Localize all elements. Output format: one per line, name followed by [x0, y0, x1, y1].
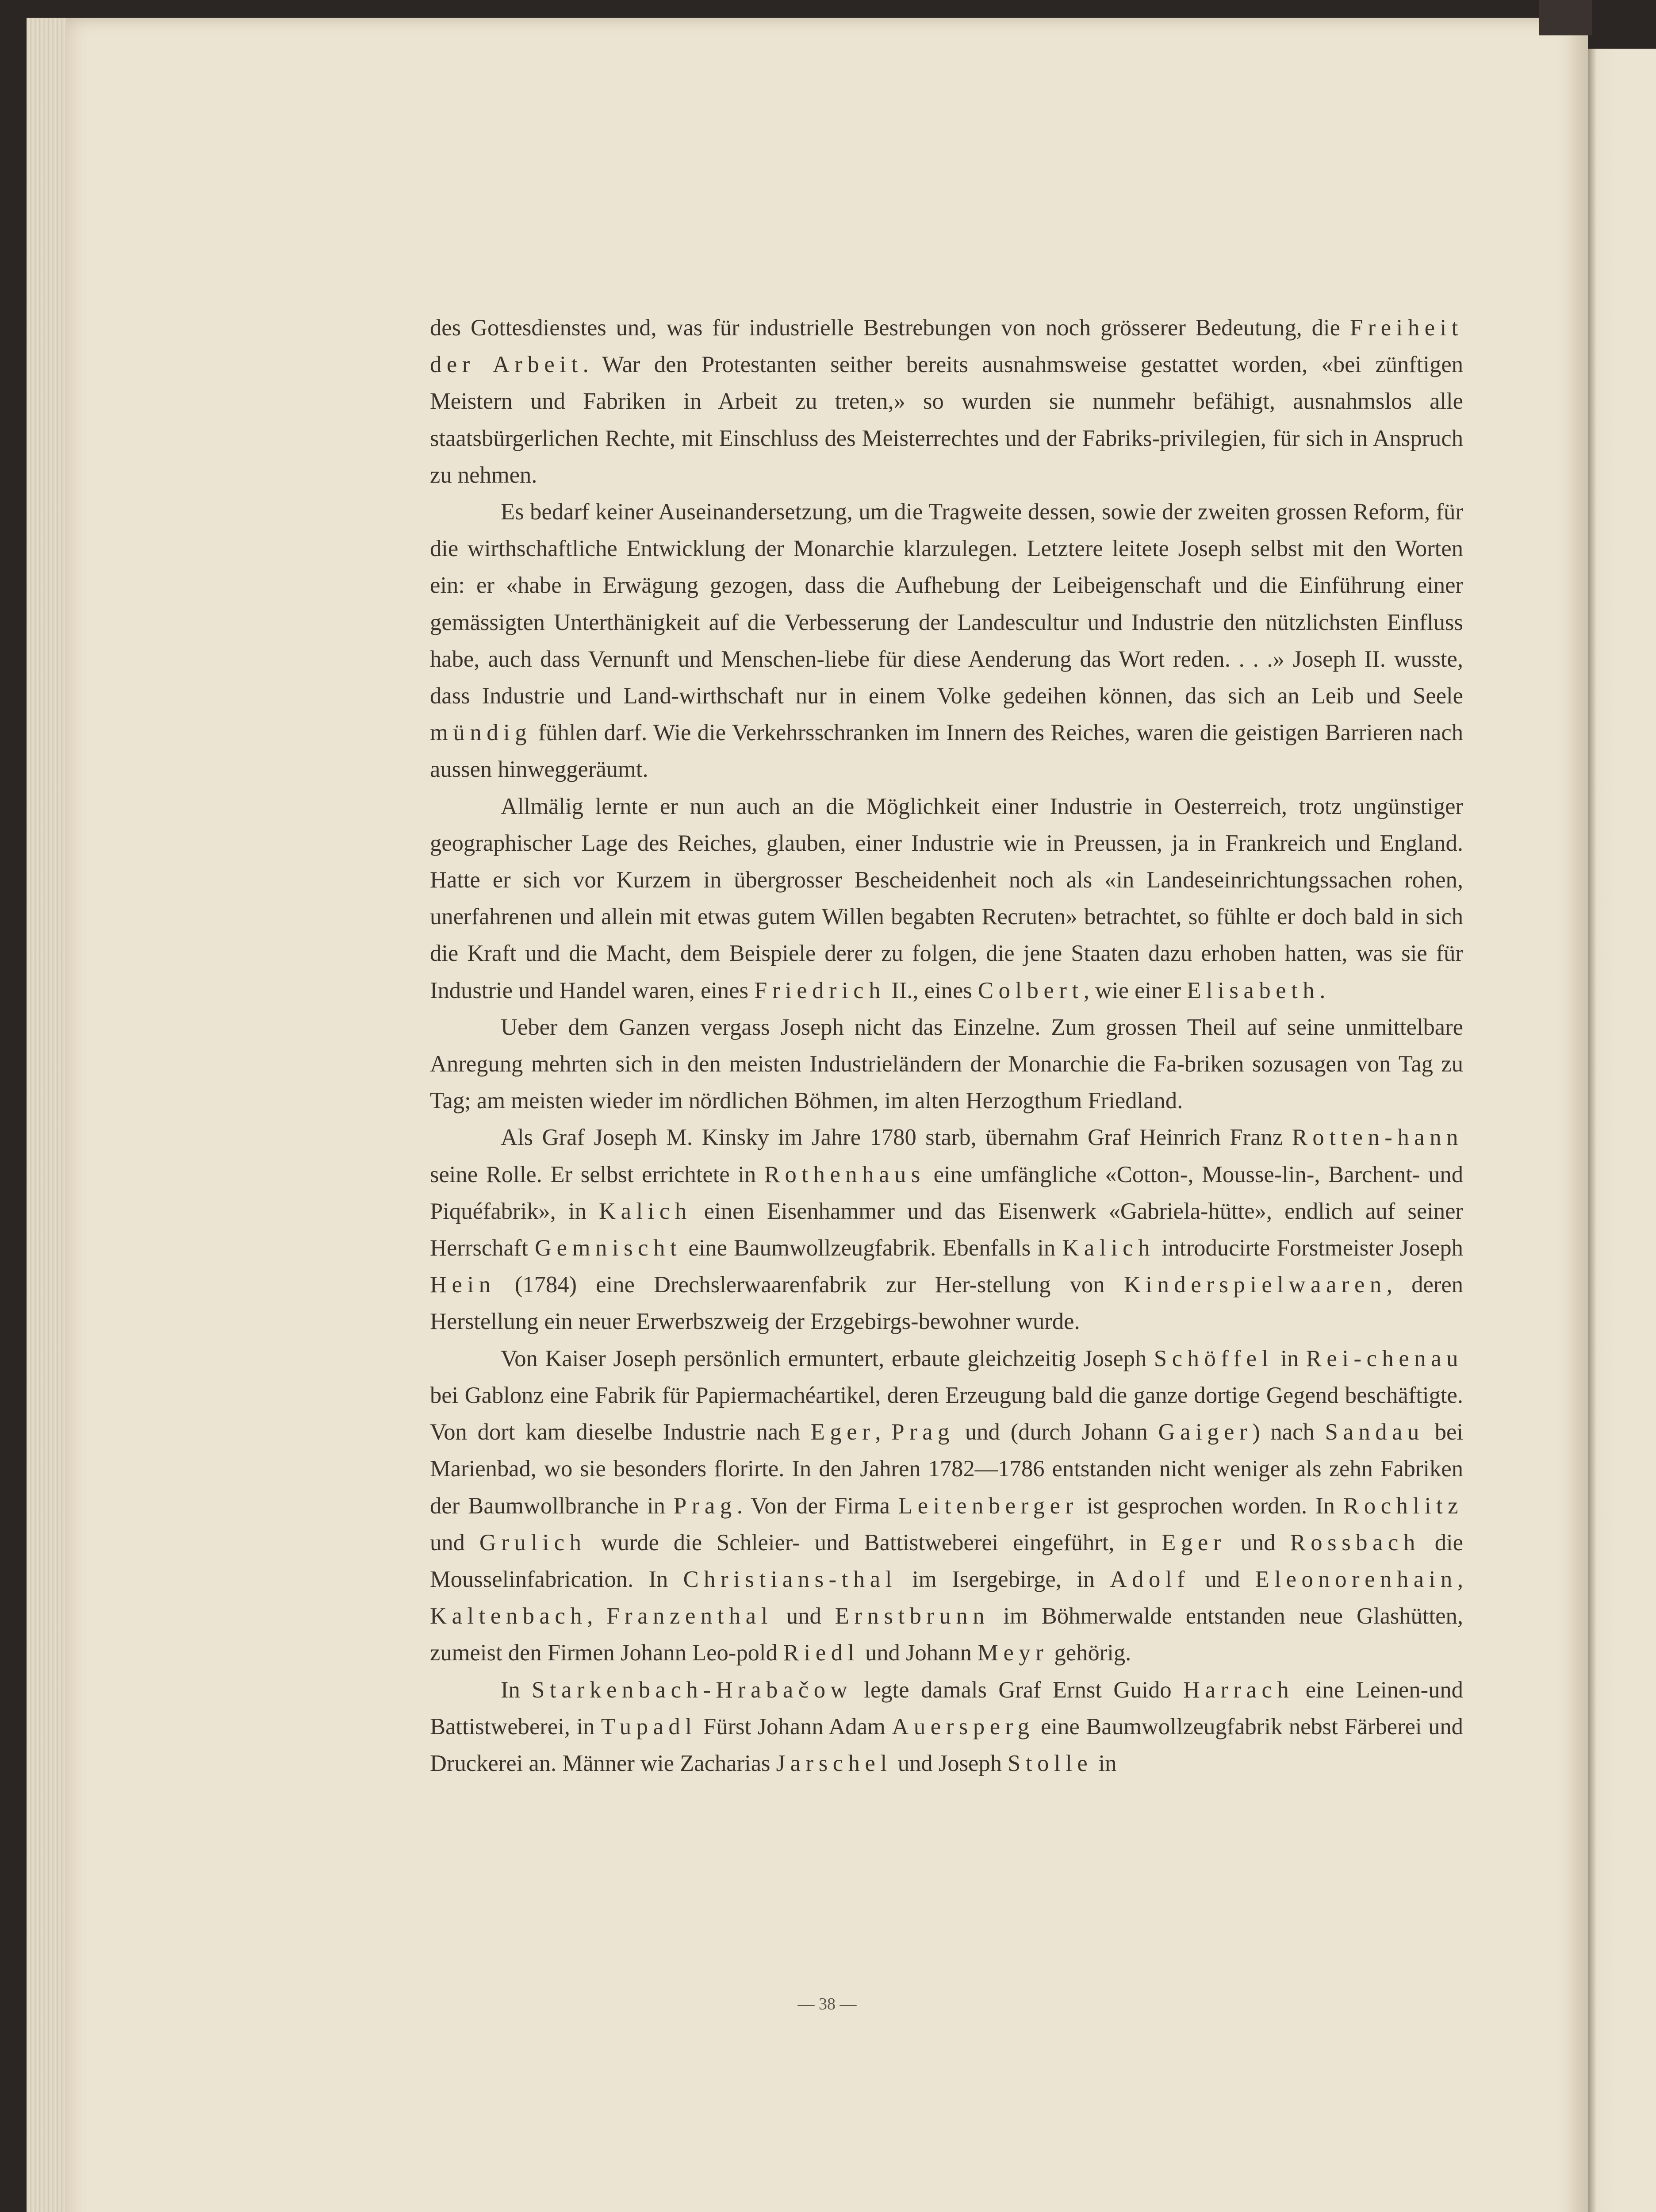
spaced-emphasis: Auersperg	[892, 1713, 1035, 1740]
text-run: ist gesprochen worden. In	[1078, 1493, 1344, 1519]
spaced-emphasis: Starkenbach-Hrabačow	[532, 1677, 853, 1703]
text-run: und	[1190, 1566, 1255, 1592]
spaced-emphasis: Prag	[674, 1493, 737, 1519]
text-run: die Mousselinfabrication. In	[430, 1529, 1463, 1592]
spaced-emphasis: Adolf	[1110, 1566, 1190, 1592]
text-run: Ueber dem Ganzen vergass Joseph nicht das Einzelne. Zum grossen Theil auf seine unmittelbare Anregung mehrten sich in den meisten Industrieländern der Monarchie die Fa-briken sozusagen von Tag zu Tag; am meisten wieder im nördlichen Böhmen, im alten Herzogthum Friedland.	[430, 1014, 1463, 1114]
spaced-emphasis: Eger	[810, 1419, 875, 1445]
spaced-emphasis: Schöffel	[1154, 1345, 1273, 1371]
spaced-emphasis: Rei-chenau	[1306, 1345, 1463, 1371]
spaced-emphasis: Riedl	[783, 1640, 859, 1666]
text-run: bei Gablonz eine Fabrik für Papiermachéartikel, deren Erzeugung bald die ganze dortige Gegend beschäftigte. Von dort kam dieselbe Industrie nach	[430, 1382, 1463, 1445]
spaced-emphasis: Harrach	[1183, 1677, 1294, 1703]
spaced-emphasis: Kaltenbach	[430, 1603, 587, 1629]
spaced-emphasis: Grulich	[479, 1529, 586, 1555]
text-run: In	[501, 1677, 532, 1703]
book-page	[66, 18, 1588, 2212]
spaced-emphasis: Sandau	[1325, 1419, 1424, 1445]
text-run: Fürst Johann Adam	[697, 1713, 892, 1740]
spaced-emphasis: Colbert	[978, 977, 1084, 1003]
text-run: . Von der Firma	[736, 1493, 899, 1519]
spaced-emphasis: Franzenthal	[606, 1603, 773, 1629]
text-run: und	[430, 1529, 479, 1555]
spaced-emphasis: Leitenberger	[898, 1493, 1078, 1519]
spaced-emphasis: Tupadl	[601, 1713, 697, 1740]
text-run: wurde die Schleier- und Battistweberei eingeführt, in	[586, 1529, 1162, 1555]
paragraph-2	[430, 494, 1463, 788]
spaced-emphasis: Eger	[1162, 1529, 1226, 1555]
spaced-emphasis: Jarschel	[776, 1750, 892, 1776]
spaced-emphasis: Rothenhaus	[764, 1161, 925, 1187]
spaced-emphasis: Freiheit der Arbeit	[430, 315, 1463, 378]
text-run: und	[1226, 1529, 1290, 1555]
text-run: .	[1319, 977, 1326, 1003]
page-number: — 38 —	[797, 1995, 857, 2013]
text-run: Als Graf Joseph M. Kinsky im Jahre 1780 starb, übernahm Graf Heinrich Franz	[501, 1125, 1292, 1151]
spaced-emphasis: mündig	[430, 720, 532, 746]
next-page-edge	[1588, 49, 1656, 2212]
spaced-emphasis: Friedrich	[754, 977, 886, 1003]
spaced-emphasis: Meyr	[978, 1640, 1049, 1666]
text-run: eine Baumwollzeugfabrik. Ebenfalls in	[682, 1235, 1062, 1261]
spaced-emphasis: Kalich	[1062, 1235, 1155, 1261]
text-run: einen Eisenhammer und das Eisenwerk «Gabriela-hütte», endlich auf seiner Herrschaft	[430, 1198, 1464, 1261]
spaced-emphasis: Ernstbrunn	[835, 1603, 990, 1629]
text-run: . War den Protestanten seither bereits ausnahmsweise gestattet worden, «bei zünftigen Meistern und Fabriken in Arbeit zu treten,» so wurden sie nunmehr befähigt, ausnahmslos alle staatsbürgerlichen Rechte, mit Einschluss des Meisterrechtes und der Fabriks-privilegien, für sich in Anspruch zu nehmen.	[430, 352, 1464, 488]
text-run: (1784) eine Drechslerwaarenfabrik zur Her-stellung von	[495, 1272, 1124, 1298]
text-run: und Johann	[859, 1640, 978, 1666]
text-run: in	[1273, 1345, 1306, 1371]
text-run: seine Rolle. Er selbst errichtete in	[430, 1161, 764, 1187]
text-run: und Joseph	[892, 1750, 1008, 1776]
text-run: introducirte Forstmeister Joseph	[1154, 1235, 1463, 1261]
spaced-emphasis: Eleonorenhain	[1255, 1566, 1457, 1592]
paragraph-1	[430, 310, 1463, 494]
paragraph-4	[430, 1009, 1463, 1120]
text-run: ,	[587, 1603, 607, 1629]
text-run: im Böhmerwalde entstanden neue Glashütten, zumeist den Firmen Johann Leo-pold	[430, 1603, 1463, 1666]
text-run: fühlen darf. Wie die Verkehrsschranken im Innern des Reiches, waren die geistigen Barrieren nach aussen hinweggeräumt.	[430, 720, 1463, 783]
text-run: ) nach	[1252, 1419, 1325, 1445]
spaced-emphasis: Kinderspielwaaren	[1123, 1272, 1387, 1298]
text-run: und (durch Johann	[954, 1419, 1158, 1445]
spaced-emphasis: Stolle	[1008, 1750, 1093, 1776]
text-run: bei Marienbad, wo sie besonders florirte. In den Jahren 1782—1786 entstanden nicht weniger als zehn Fabriken der Baumwollbranche in	[430, 1419, 1464, 1519]
text-run: ,	[875, 1419, 892, 1445]
text-run: im Isergebirge, in	[897, 1566, 1110, 1592]
text-run: ,	[1457, 1566, 1463, 1592]
text-run: eine Baumwollzeugfabrik nebst Färberei und Druckerei an. Männer wie Zacharias	[430, 1713, 1463, 1776]
spaced-emphasis: Rotten-hann	[1292, 1125, 1463, 1151]
paragraph-3	[430, 788, 1463, 1009]
text-run: des Gottesdienstes und, was für industrielle Bestrebungen von noch grösserer Bedeutung, die	[430, 315, 1350, 341]
body-text	[430, 310, 1463, 1782]
spaced-emphasis: Rochlitz	[1343, 1493, 1464, 1519]
spaced-emphasis: Christians-thal	[683, 1566, 897, 1592]
text-run: Es bedarf keiner Auseinandersetzung, um die Tragweite dessen, sowie der zweiten grossen Reform, für die wirthschaftliche Entwicklung der Monarchie klarzulegen. Letztere leitete Joseph selbst mit den Worten ein: er «habe in Erwägung gezogen, dass die Aufhebung der Leibeigenschaft und die Einführung einer gemässigten Unterthänigkeit auf die Verbesserung der Landescultur und Industrie den nützlichsten Einfluss habe, auch dass Vernunft und Menschen-liebe für diese Aenderung das Wort reden. . . .» Joseph II. wusste, dass Industrie und Land-wirthschaft nur in einem Volke gedeihen können, das sich an Leib und Seele	[430, 499, 1463, 709]
spaced-emphasis: Elisabeth	[1187, 977, 1320, 1003]
spaced-emphasis: Hein	[430, 1272, 496, 1298]
text-run: eine umfängliche «Cotton-, Mousse-lin-, Barchent- und Piquéfabrik», in	[430, 1161, 1464, 1224]
text-run: gehörig.	[1048, 1640, 1131, 1666]
text-run: Allmälig lernte er nun auch an die Möglichkeit einer Industrie in Oesterreich, trotz ungünstiger geographischer Lage des Reiches, glauben, einer Industrie wie in Preussen, ja in Frankreich und England. Hatte er sich vor Kurzem in übergrosser Bescheidenheit noch als «in Landeseinrichtungssachen rohen, unerfahrenen und allein mit etwas gutem Willen begabten Recruten» betrachtet, so fühlte er doch bald in sich die Kraft und die Macht, dem Beispiele derer zu folgen, die jene Staaten dazu erhoben hatten, was sie für Industrie und Handel waren, eines	[430, 793, 1463, 1003]
paragraph-6	[430, 1340, 1463, 1672]
text-run: II., eines	[886, 977, 978, 1003]
text-run: legte damals Graf Ernst Guido	[852, 1677, 1183, 1703]
spaced-emphasis: Rossbach	[1290, 1529, 1420, 1555]
text-run: Von Kaiser Joseph persönlich ermuntert, erbaute gleichzeitig Joseph	[501, 1345, 1154, 1371]
paragraph-7	[430, 1672, 1463, 1782]
spaced-emphasis: Prag	[891, 1419, 955, 1445]
text-run: eine Leinen-und Battistweberei, in	[430, 1677, 1463, 1740]
spaced-emphasis: Gaiger	[1158, 1419, 1253, 1445]
scan-corner-shadow	[1539, 0, 1592, 35]
text-run: und	[772, 1603, 835, 1629]
spaced-emphasis: Kalich	[599, 1198, 692, 1224]
text-run: , wie einer	[1083, 977, 1187, 1003]
text-run: , deren Herstellung ein neuer Erwerbszweig der Erzgebirgs-bewohner wurde.	[430, 1272, 1463, 1335]
paragraph-5	[430, 1119, 1463, 1340]
text-run: in	[1092, 1750, 1117, 1776]
spaced-emphasis: Gemnischt	[535, 1235, 682, 1261]
